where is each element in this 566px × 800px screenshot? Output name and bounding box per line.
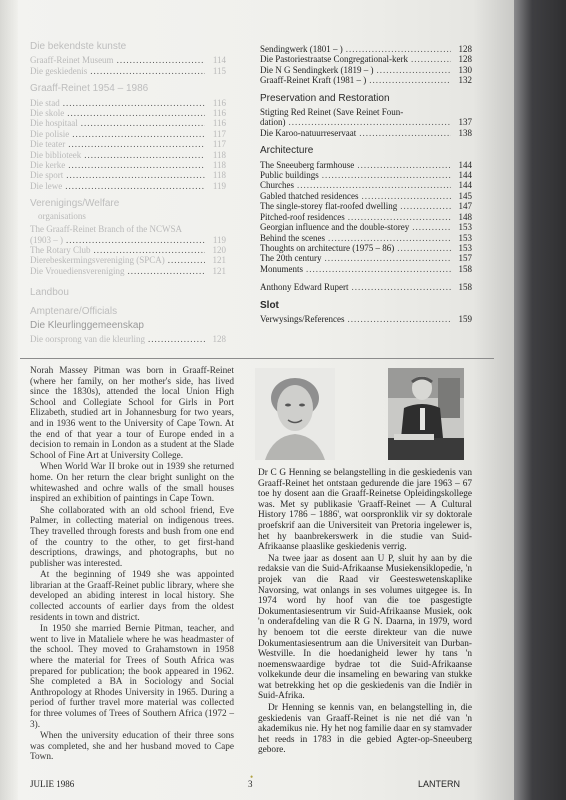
section-divider <box>20 358 494 359</box>
toc-entry-title: Die kerke <box>30 160 66 171</box>
toc-entry-title: Public buildings <box>260 170 319 181</box>
biography-paragraph: When World War II broke out in 1939 she returned home. On her return the clear bright sunlight on the whitewashed and ochre walls of the small houses inspired an exhibition of paintings in Cape Town. <box>30 462 234 505</box>
toc-page-number: 116 <box>212 118 226 129</box>
toc-leader-dots <box>148 334 205 344</box>
toc-leader-dots <box>357 160 451 170</box>
right-contents-column <box>260 44 472 324</box>
toc-page-number: 120 <box>212 244 226 255</box>
toc-heading: Verenigings/Welfare <box>30 198 120 210</box>
biography-paragraph: At the beginning of 1949 she was appointed librarian at the Graaff-Reinet public library, where she developed an abiding interest in local history. She collected accounts of earlier days from the oldest residents in town and district. <box>30 570 234 623</box>
toc-entry <box>260 201 472 211</box>
toc-leader-dots <box>67 108 205 118</box>
toc-entry <box>30 108 226 118</box>
henning-biography <box>258 468 472 757</box>
toc-leader-dots <box>128 266 205 276</box>
toc-leader-dots <box>168 255 205 265</box>
toc-leader-dots <box>400 201 451 211</box>
biography-paragraph: Dr C G Henning se belangstelling in die geskiedenis van Graaff-Reinet het ontstaan gedurende die jare 1963 – 67 toe hy dosent aan die Graaff-Reinetse Opleidingskollege was. Met sy publikasie 'Graaff-Reinet — A Cultural History 1786 – 1886', wat oorspronklik vir sy doktorale proefskrif aan die Universiteit van Pretoria ingelewer is, het hy baanbrekerswerk in die studie van Suid-Afrikaanse plaaslike geskiedenis verrig. <box>258 468 472 553</box>
toc-entry <box>260 128 472 138</box>
toc-page-number: 158 <box>458 282 472 293</box>
toc-leader-dots <box>68 139 205 149</box>
toc-entry <box>30 266 226 276</box>
toc-leader-dots <box>94 245 206 255</box>
toc-entry <box>30 181 226 191</box>
toc-entry-title: Die skole <box>30 108 65 119</box>
toc-leader-dots <box>289 117 452 127</box>
toc-page-number: 144 <box>458 159 472 170</box>
toc-entry-title: Verwysings/References <box>260 313 345 324</box>
toc-entry <box>30 139 226 149</box>
toc-entry-title: Sendingwerk (1801 – ) <box>260 44 343 54</box>
toc-leader-dots <box>322 170 451 180</box>
toc-page-number: 147 <box>458 201 472 212</box>
toc-page-number: 153 <box>458 222 472 233</box>
toc-page-number: 116 <box>212 108 226 119</box>
toc-entry <box>260 233 472 243</box>
toc-entry-title: The Sneeuberg farmhouse <box>260 159 355 170</box>
toc-entry <box>30 160 226 170</box>
portrait-photo-woman <box>255 368 335 460</box>
toc-entry <box>30 334 226 344</box>
toc-leader-dots <box>66 170 205 180</box>
toc-heading-continuation: organisations <box>38 210 86 221</box>
toc-heading: Die bekendste kunste <box>30 41 127 52</box>
toc-entry-title: Dierebeskermingsvereniging (SPCA) <box>30 255 165 266</box>
toc-heading: Graaff-Reinet 1954 – 1986 <box>30 83 149 95</box>
page-fleck: • <box>250 772 254 782</box>
toc-entry-title: Pitched-roof residences <box>260 211 345 222</box>
toc-page-number: 128 <box>458 44 472 54</box>
toc-entry-title: Monuments <box>260 263 304 274</box>
publication-name: LANTERN <box>418 779 461 789</box>
toc-leader-dots <box>63 98 205 108</box>
toc-entry-title: Anthony Edward Rupert <box>260 282 349 293</box>
toc-entry <box>30 245 226 255</box>
toc-entry-title: Die teater <box>30 139 66 150</box>
toc-entry <box>260 160 472 170</box>
toc-entry <box>260 243 472 253</box>
toc-leader-dots <box>117 55 205 65</box>
toc-entry-title: Die polisie <box>30 128 70 139</box>
toc-page-number: 128 <box>458 54 472 65</box>
toc-leader-dots <box>351 282 451 292</box>
toc-leader-dots <box>346 44 451 54</box>
toc-leader-dots <box>376 65 451 75</box>
toc-page-number: 116 <box>212 97 226 108</box>
toc-entry-title: Thoughts on architecture (1975 – 86) <box>260 242 395 253</box>
toc-entry-title: Die lewe <box>30 180 63 191</box>
toc-page-number: 153 <box>458 232 472 243</box>
toc-page-number: 117 <box>212 139 226 150</box>
toc-entry-title: The Graaff-Reinet Branch of the NCWSA <box>30 224 183 235</box>
toc-page-number: 148 <box>458 211 472 222</box>
toc-leader-dots <box>84 150 205 160</box>
toc-entry-title: The single-storey flat-roofed dwelling <box>260 201 398 212</box>
toc-leader-dots <box>65 181 205 191</box>
biography-paragraph: Norah Massey Pitman was born in Graaff-Reinet (where her family, on her mother's side, has lived since the 1830s), attended the local Union High School and Collegiate School for Girls in Port Elizabeth, studied art in Johannesburg for two years, and in 1936 went to the University of Cape Town. At the end of that year a tour of Europe ended in a decision to remain in London as a student at the Slade School of Fine Art at University College. <box>30 366 234 461</box>
toc-page-number: 138 <box>458 127 472 138</box>
toc-page-number: 119 <box>212 180 226 191</box>
toc-entry-title: The 20th century <box>260 253 322 264</box>
toc-entry <box>260 314 472 324</box>
biography-paragraph: In 1950 she married Bernie Pitman, teacher, and went to live in Mataliele where he was headmaster of the school. They moved to Grahamstown in 1958 where the material for Trees of South Africa was prepared for publication; the book appeared in 1962. She completed a BA in Sociology and Social Anthropology at Rhodes University in 1965. During a period of further travel more material was collected for three volumes of Trees of Southern Africa (1972 – 3). <box>30 624 234 730</box>
page-gutter <box>0 0 18 800</box>
left-contents-column <box>30 42 226 345</box>
toc-page-number: 121 <box>212 265 226 276</box>
toc-page-number: 115 <box>212 65 226 76</box>
toc-entry <box>260 54 472 64</box>
toc-entry <box>260 180 472 190</box>
toc-leader-dots <box>72 129 205 139</box>
toc-entry-title: Die Karoo-natuurreservaat <box>260 127 357 138</box>
toc-entry <box>260 253 472 263</box>
toc-leader-dots <box>348 212 451 222</box>
toc-entry <box>260 191 472 201</box>
toc-entry <box>30 224 226 234</box>
toc-page-number: 132 <box>458 75 472 86</box>
toc-page-number: 114 <box>212 55 226 66</box>
toc-entry-title: Georgian influence and the double-storey <box>260 222 410 233</box>
toc-leader-dots <box>306 264 451 274</box>
toc-entry <box>260 65 472 75</box>
toc-page-number: 153 <box>458 242 472 253</box>
toc-leader-dots <box>324 253 451 263</box>
toc-page-number: 117 <box>212 128 226 139</box>
toc-entry <box>260 264 472 274</box>
toc-heading: Slot <box>260 299 279 311</box>
toc-page-number: 137 <box>458 117 472 128</box>
pitman-biography <box>30 366 234 764</box>
toc-heading: Preservation and Restoration <box>260 92 390 104</box>
toc-entry <box>30 129 226 139</box>
toc-leader-dots <box>359 128 451 138</box>
toc-page-number: 118 <box>212 170 226 181</box>
biography-paragraph: Dr Henning se kennis van, en belangstelling in, die geskiedenis van Graaff-Reinet is nie net dié van 'n akademikus nie. Hy het nog familie daar en sy stamvader het reeds in 1783 in die gebied Agter-op-Sneeuberg gebore. <box>258 703 472 756</box>
toc-entry <box>30 98 226 108</box>
toc-entry <box>30 255 226 265</box>
toc-entry <box>260 107 472 117</box>
toc-entry <box>30 170 226 180</box>
toc-entry <box>30 235 226 245</box>
toc-page-number: 130 <box>458 64 472 75</box>
toc-leader-dots <box>297 180 451 190</box>
toc-heading: Landbou <box>30 287 69 299</box>
toc-leader-dots <box>81 118 205 128</box>
toc-page-number: 157 <box>458 253 472 264</box>
toc-entry <box>30 66 226 76</box>
toc-page-number: 159 <box>458 313 472 324</box>
toc-entry-title: dation) <box>260 117 286 128</box>
toc-entry-title: (1903 – ) <box>30 234 63 245</box>
toc-entry <box>260 170 472 180</box>
toc-entry-title: Die biblioteek <box>30 149 82 160</box>
toc-leader-dots <box>361 191 451 201</box>
toc-entry-title: Churches <box>260 180 294 191</box>
biography-paragraph: Na twee jaar as dosent aan U P, sluit hy aan by die redaksie van die Suid-Afrikaanse Musiekensiklopedie, 'n projek van die Raad vir Geesteswetenskaplike Navorsing, wat onlangs in ses volumes uitgegee is. In 1974 word hy hoof van die toe pasgestigte Dokumentasiesentrum vir Suid-Afrikaanse Musiek, ook 'n onderafdeling van die R G N. Daarna, in 1979, word hy benoem tot die eerste direkteur van die nuwe Dokumentasiesentrum aan die Universiteit van Durban-Westville. In die hoedanigheid lewer hy tans 'n noemenswaardige bydrae tot die Suid-Afrikaanse volkekunde deur die insameling en bewaring van stukke wat betrekking het op die geskiedenis van die Indiër in Suid-Afrika. <box>258 553 472 702</box>
toc-entry-title: Die geskiedenis <box>30 65 88 76</box>
toc-page-number: 144 <box>458 170 472 181</box>
toc-entry <box>260 117 472 127</box>
toc-heading: Die Kleurlinggemeenskap <box>30 319 144 331</box>
toc-entry <box>30 150 226 160</box>
toc-page-number: 158 <box>458 263 472 274</box>
toc-entry-title: Graaff-Reinet Museum <box>30 55 114 66</box>
toc-entry <box>260 222 472 232</box>
toc-page-number: 145 <box>458 190 472 201</box>
toc-entry-title: Die hospitaal <box>30 118 78 129</box>
footer-date: JULIE 1986 <box>30 779 75 789</box>
toc-entry-title: Die Vrouediensvereniging <box>30 265 125 276</box>
toc-leader-dots <box>90 66 205 76</box>
toc-entry-title: Die stad <box>30 97 60 108</box>
toc-leader-dots <box>412 222 451 232</box>
scan-shadow <box>514 0 566 800</box>
toc-entry-title: The Rotary Club <box>30 244 91 255</box>
toc-entry-title: Die Pastoriestraatse Congregational-kerk <box>260 54 408 65</box>
toc-entry-author <box>260 282 472 292</box>
toc-leader-dots <box>328 233 451 243</box>
toc-entry-title: Gabled thatched residences <box>260 190 359 201</box>
toc-entry-title: Behind the scenes <box>260 232 325 243</box>
toc-entry-title: Die N G Sendingkerk (1819 – ) <box>260 64 374 75</box>
page-number: 3 <box>248 779 253 789</box>
toc-page-number: 119 <box>212 234 226 245</box>
toc-leader-dots <box>347 314 451 324</box>
toc-heading: Architecture <box>260 145 314 157</box>
toc-entry <box>30 118 226 128</box>
toc-page-number: 144 <box>458 180 472 191</box>
toc-entry-title: Die sport <box>30 170 64 181</box>
toc-leader-dots <box>68 160 205 170</box>
toc-entry <box>30 55 226 65</box>
toc-leader-dots <box>369 75 451 85</box>
toc-entry <box>260 212 472 222</box>
portrait-photo-man <box>388 368 464 460</box>
biography-paragraph: She collaborated with an old school friend, Eve Palmer, in collecting material on indigenous trees. They travelled through forests and bush from one end of the country to the other, to get first-hand descriptions, drawings, and photographs, but no publisher was interested. <box>30 505 234 569</box>
toc-entry-title: Graaff-Reinet Kraft (1981 – ) <box>260 75 367 86</box>
toc-leader-dots <box>411 54 451 64</box>
toc-entry-title: Stigting Red Reinet (Save Reinet Foun- <box>260 107 404 118</box>
toc-entry <box>260 75 472 85</box>
toc-page-number: 121 <box>212 255 226 266</box>
biography-paragraph: When the university education of their three sons was completed, she and her husband moved to Cape Town. <box>30 731 234 763</box>
toc-page-number: 128 <box>212 334 226 345</box>
toc-entry-title: Die oorsprong van die kleurling <box>30 334 145 345</box>
toc-leader-dots <box>397 243 451 253</box>
toc-heading: Amptenare/Officials <box>30 305 118 317</box>
toc-page-number: 118 <box>212 149 226 160</box>
toc-leader-dots <box>66 235 205 245</box>
toc-page-number: 118 <box>212 160 226 171</box>
toc-entry <box>260 44 472 54</box>
